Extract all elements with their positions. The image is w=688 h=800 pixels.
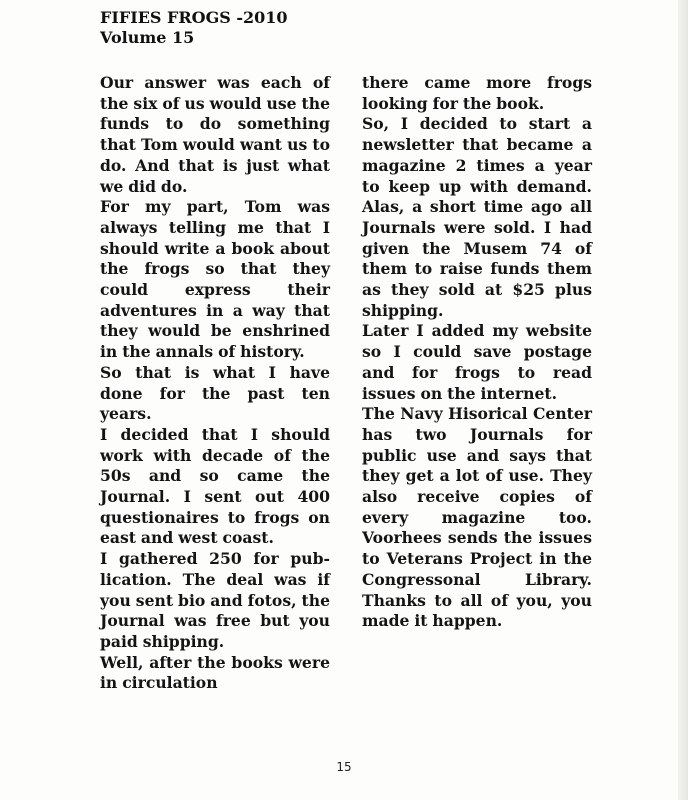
right-column	[362, 73, 592, 632]
page-header	[100, 8, 288, 48]
page-number: 15	[336, 760, 352, 774]
volume-label: Volume 15	[100, 28, 195, 47]
left-column	[100, 73, 330, 694]
paragraph: I gathered 250 for pub-lication. The deal was if you sent bio and fotos, the Journal was free but you paid shipping.	[100, 549, 330, 651]
paragraph: For my part, Tom was always telling me that I should write a book about the frogs so that they could express their adventures in a way that they would be enshrined in the annals of history.	[100, 197, 330, 362]
page-edge-shadow	[678, 0, 688, 800]
paragraph: Our answer was each of the six of us would use the funds to do something that Tom would want us to do. And that is just what we did do.	[100, 73, 330, 196]
paragraph: The Navy Hisorical Center has two Journals for public use and says that they get a lot of use. They also receive copies of every magazine too. Voorhees sends the issues to Veterans Project in the Congressonal Library. Thanks to all of you, you made it happen.	[362, 404, 592, 631]
paragraph: there came more frogs looking for the book.	[362, 73, 592, 113]
paragraph: I decided that I should work with decade of the 50s and so came the Journal. I sent out 400 questionaires to frogs on east and west coast.	[100, 424, 330, 548]
publication-title: FIFIES FROGS -2010	[100, 8, 288, 27]
paragraph: So, I decided to start a newsletter that became a magazine 2 times a year to keep up with demand. Alas, a short time ago all Journals were sold. I had given the Musem 74 of them to raise funds them as they sold at $25 plus shipping.	[362, 114, 592, 320]
paragraph: Later I added my website so I could save postage and for frogs to read issues on the internet.	[362, 321, 592, 403]
paragraph: Well, after the books were in circulation	[100, 652, 330, 693]
paragraph: So that is what I have done for the past ten years.	[100, 362, 330, 424]
